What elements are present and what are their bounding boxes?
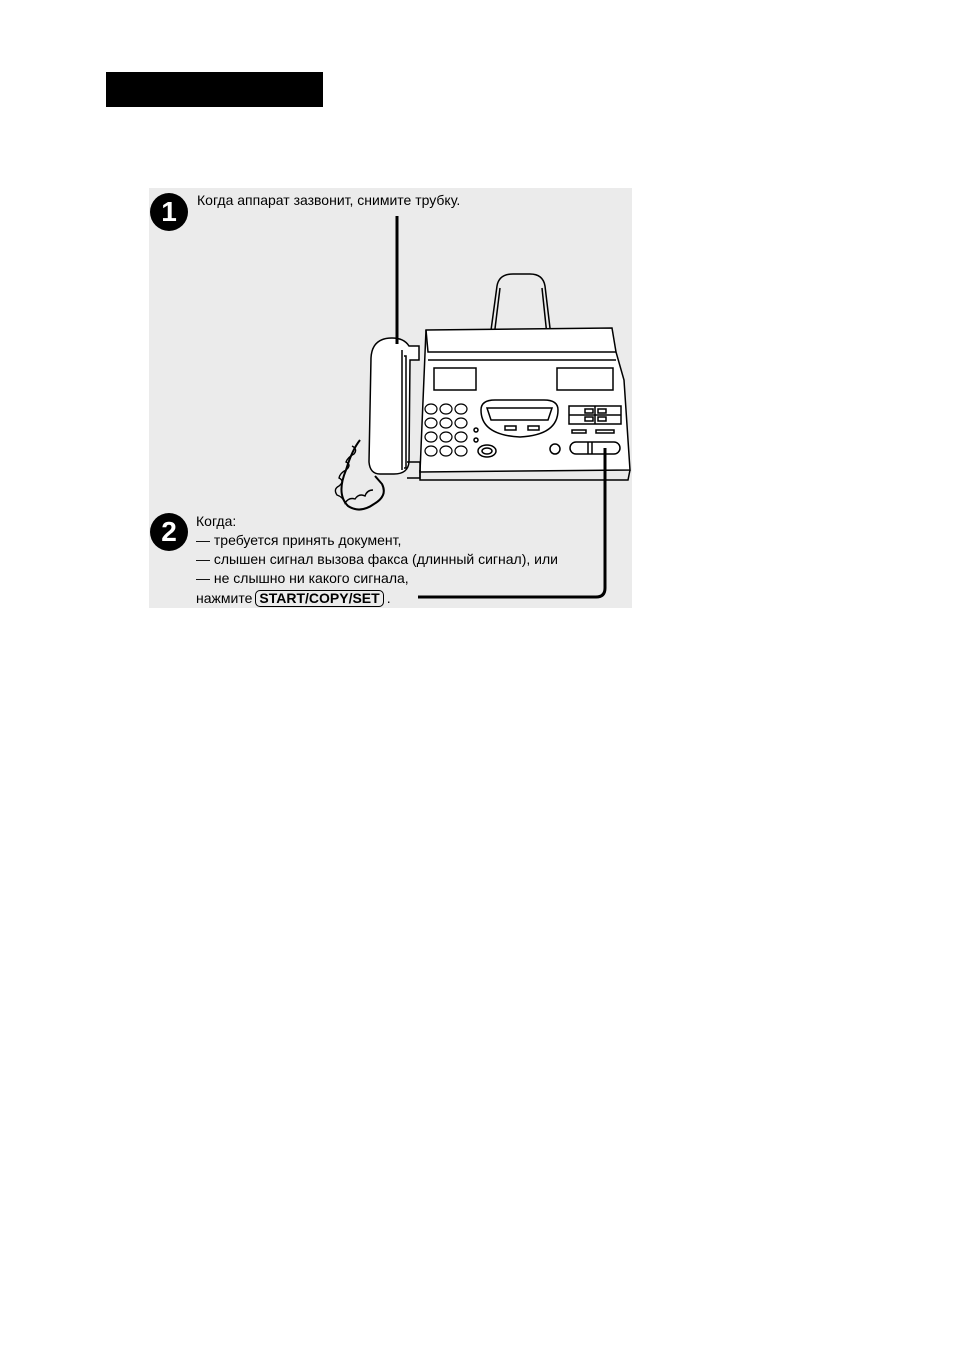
start-copy-set-key: START/COPY/SET [255, 590, 383, 607]
step-1-text: Когда аппарат зазвонит, снимите трубку. [197, 192, 461, 208]
step-2-condition: — не слышно ни какого сигнала, [196, 570, 409, 586]
step-2-action-prefix: нажмите [196, 590, 253, 606]
step-1-number: 1 [150, 193, 188, 231]
step-2-action-suffix: . [386, 590, 391, 606]
step-2-heading: Когда: [196, 513, 237, 529]
step-2-action [196, 589, 391, 608]
step-2-condition: — слышен сигнал вызова факса (длинный сигнал), или [196, 551, 558, 567]
step-2-number: 2 [150, 513, 188, 551]
step-2-condition: — требуется принять документ, [196, 532, 402, 548]
